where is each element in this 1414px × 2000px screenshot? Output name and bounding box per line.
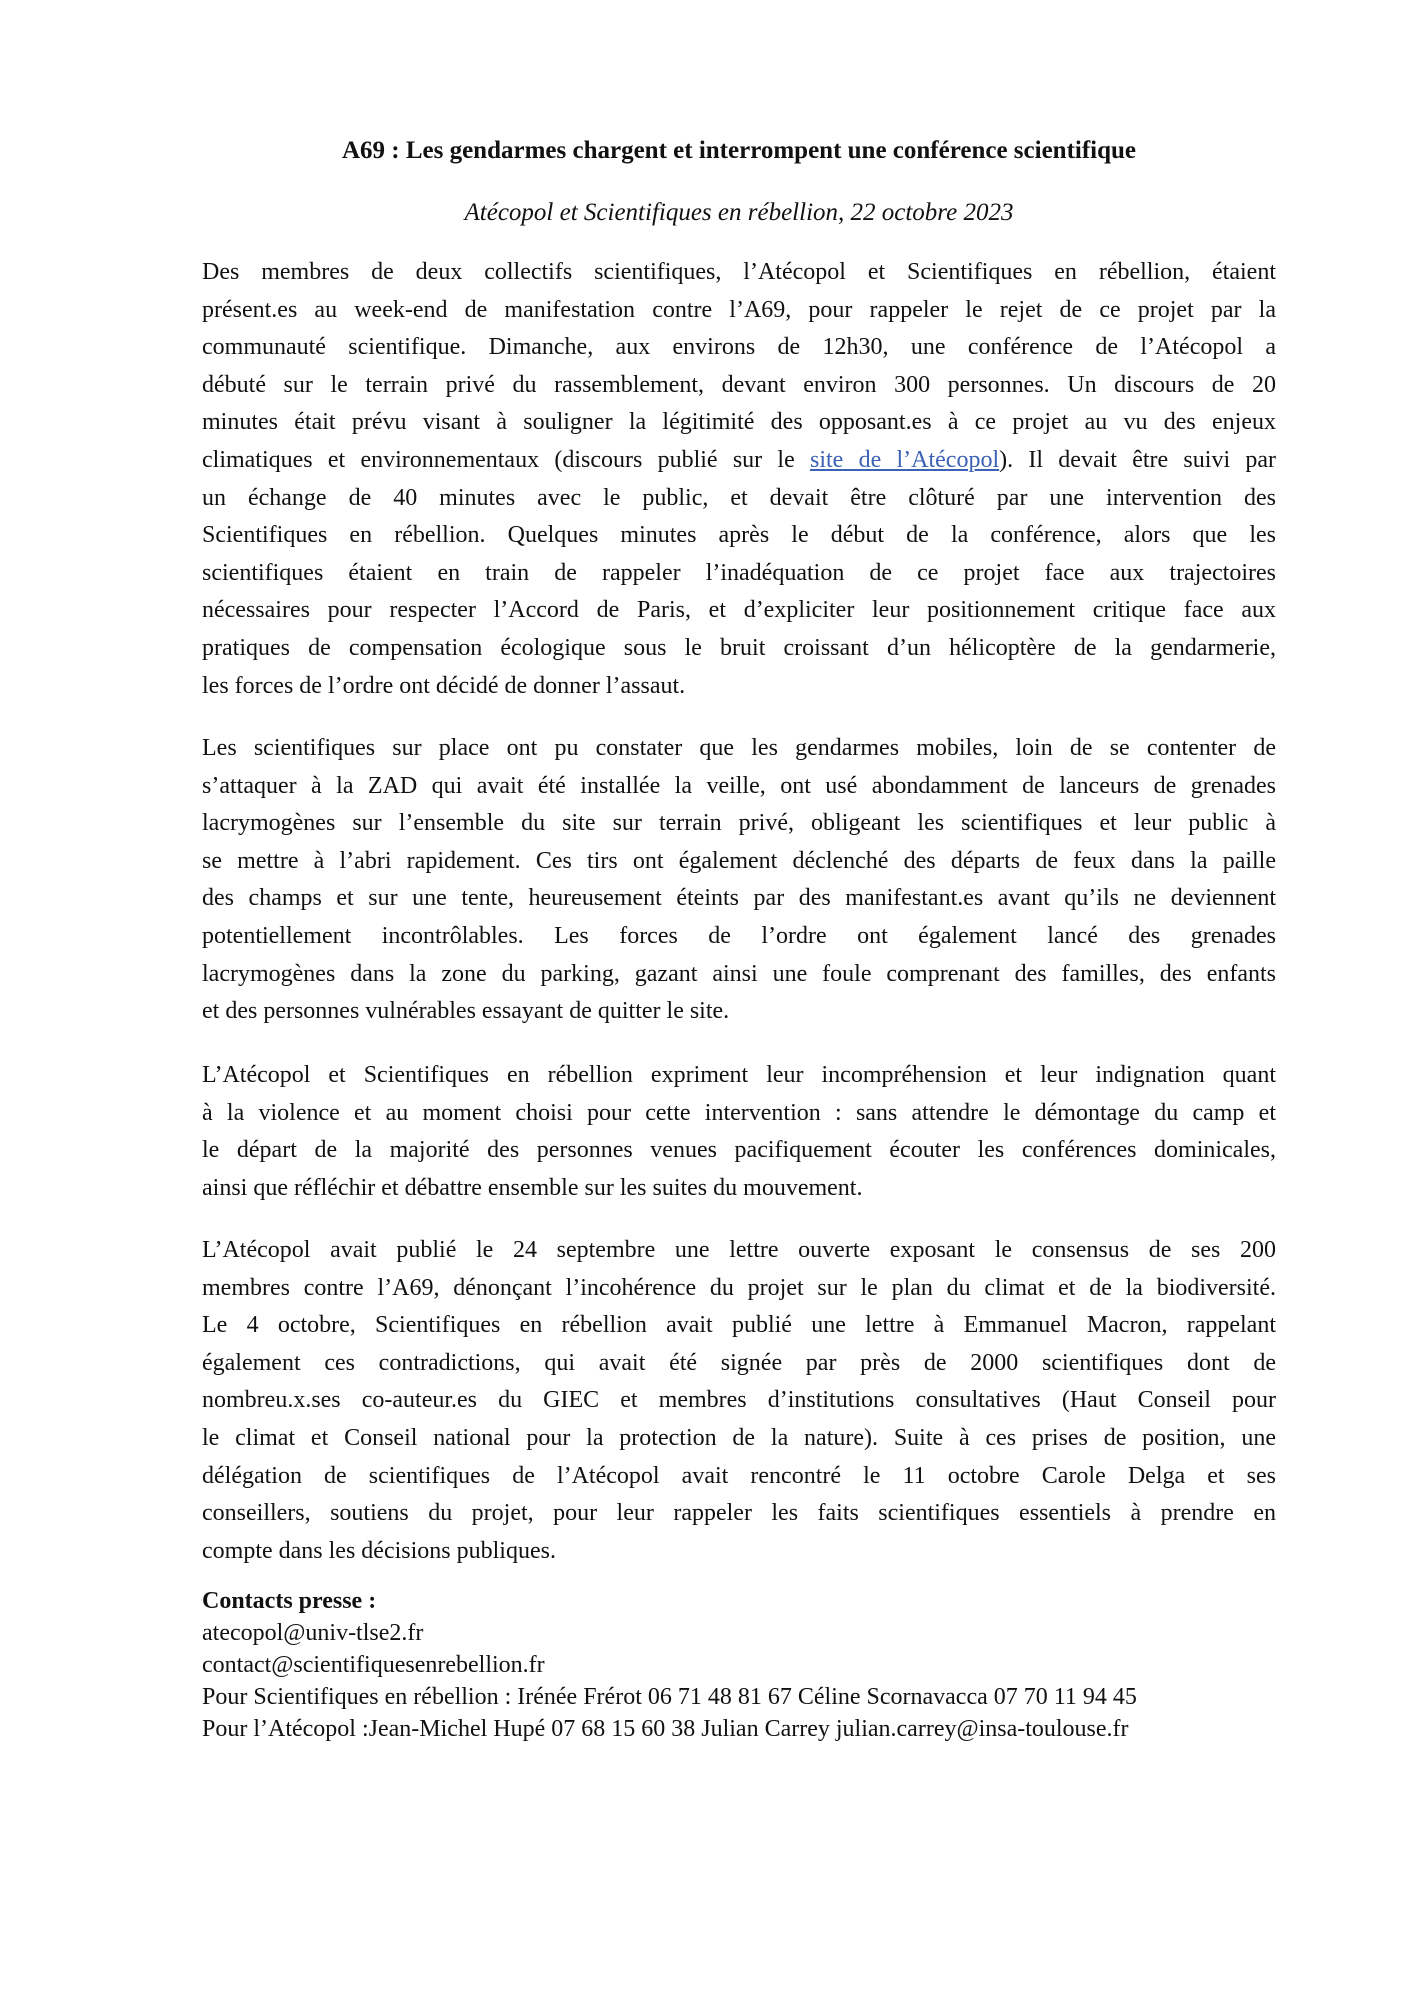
text-line: ainsi que réfléchir et débattre ensemble sur les suites du mouvement. — [202, 1174, 863, 1201]
contact-atecopol-people: Pour l’Atécopol :Jean-Michel Hupé 07 68 15 60 38 Julian Carrey julian.carrey@insa-toulouse.fr — [202, 1716, 1129, 1742]
text-line: Le 4 octobre, Scientifiques en rébellion avait publié une lettre à Emmanuel Macron, rappelant — [202, 1312, 1276, 1339]
text-line: L’Atécopol et Scientifiques en rébellion expriment leur incompréhension et leur indignation quant — [202, 1062, 1276, 1088]
text-line: à la violence et au moment choisi pour cette intervention : sans attendre le démontage du camp et — [202, 1099, 1276, 1126]
paragraph-4 — [202, 1232, 1276, 1570]
text-line: se mettre à l’abri rapidement. Ces tirs ont également déclenché des départs de feux dans la paille — [202, 847, 1276, 874]
atecopol-site-link[interactable]: site de l’Atécopol — [810, 446, 1000, 473]
contact-ser-people: Pour Scientifiques en rébellion : Irénée Frérot 06 71 48 81 67 Céline Scornavacca 07 70 11 94 45 — [202, 1684, 1137, 1710]
text-line: des champs et sur une tente, heureusement éteints par des manifestant.es avant qu’ils ne deviennent — [202, 885, 1276, 912]
contacts-heading: Contacts presse : — [202, 1588, 377, 1614]
text-line: nécessaires pour respecter l’Accord de Paris, et d’expliciter leur positionnement critique face aux — [202, 597, 1276, 624]
text-line: conseillers, soutiens du projet, pour leur rappeler les faits scientifiques essentiels à prendre en — [202, 1500, 1276, 1527]
contact-email-ser[interactable]: contact@scientifiquesenrebellion.fr — [202, 1652, 545, 1678]
contact-email-atecopol[interactable]: atecopol@univ-tlse2.fr — [202, 1620, 424, 1646]
text-line: s’attaquer à la ZAD qui avait été installée la veille, ont usé abondamment de lanceurs de grenades — [202, 772, 1276, 799]
text-line: pratiques de compensation écologique sous le bruit croissant d’un hélicoptère de la gendarmerie, — [202, 634, 1276, 661]
text-line: compte dans les décisions publiques. — [202, 1537, 556, 1564]
text-line: présent.es au week-end de manifestation contre l’A69, pour rappeler le rejet de ce projet par la — [202, 296, 1276, 323]
text-line: L’Atécopol avait publié le 24 septembre une lettre ouverte exposant le consensus de ses 200 — [202, 1237, 1276, 1263]
document-subtitle: Atécopol et Scientifiques en rébellion, 22 octobre 2023 — [464, 199, 1014, 226]
text-line: Des membres de deux collectifs scientifiques, l’Atécopol et Scientifiques en rébellion, étaient — [202, 259, 1276, 285]
text-line: également ces contradictions, qui avait été signée par près de 2000 scientifiques dont de — [202, 1349, 1276, 1376]
text-line: débuté sur le terrain privé du rassemblement, devant environ 300 personnes. Un discours de 20 — [202, 371, 1276, 398]
text-line: minutes était prévu visant à souligner la légitimité des opposant.es à ce projet au vu des enjeux — [202, 409, 1276, 436]
text-line: un échange de 40 minutes avec le public, et devait être clôturé par une intervention des — [202, 484, 1276, 511]
link-line-after: ). Il devait être suivi par — [999, 446, 1277, 473]
paragraph-1 — [202, 254, 1276, 705]
text-line: potentiellement incontrôlables. Les forces de l’ordre ont également lancé des grenades — [202, 922, 1276, 949]
text-line-with-link — [202, 442, 1276, 480]
text-line: délégation de scientifiques de l’Atécopol avait rencontré le 11 octobre Carole Delga et ses — [202, 1462, 1276, 1489]
text-line: lacrymogènes dans la zone du parking, gazant ainsi une foule comprenant des familles, des enfants — [202, 960, 1276, 987]
text-line: le départ de la majorité des personnes venues pacifiquement écouter les conférences dominicales, — [202, 1137, 1276, 1164]
text-line: membres contre l’A69, dénonçant l’incohérence du projet sur le plan du climat et de la biodiversité. — [202, 1274, 1276, 1301]
paragraph-2 — [202, 730, 1276, 1031]
text-line: scientifiques étaient en train de rappeler l’inadéquation de ce projet face aux trajectoires — [202, 559, 1276, 586]
text-line: communauté scientifique. Dimanche, aux environs de 12h30, une conférence de l’Atécopol a — [202, 334, 1276, 361]
press-contacts — [202, 1585, 1302, 1745]
text-line: Scientifiques en rébellion. Quelques minutes après le début de la conférence, alors que les — [202, 522, 1276, 549]
text-line: nombreu.x.ses co-auteur.es du GIEC et membres d’institutions consultatives (Haut Conseil pour — [202, 1387, 1276, 1414]
link-line-before: climatiques et environnementaux (discours publié sur le — [202, 446, 810, 473]
paragraph-3 — [202, 1057, 1276, 1207]
text-line: lacrymogènes sur l’ensemble du site sur terrain privé, obligeant les scientifiques et leur public à — [202, 810, 1276, 837]
text-line: les forces de l’ordre ont décidé de donner l’assaut. — [202, 672, 686, 699]
text-line: Les scientifiques sur place ont pu constater que les gendarmes mobiles, loin de se contenter de — [202, 735, 1276, 761]
text-line: et des personnes vulnérables essayant de quitter le site. — [202, 998, 730, 1025]
document-title: A69 : Les gendarmes chargent et interrompent une conférence scientifique — [341, 137, 1137, 164]
text-line: le climat et Conseil national pour la protection de la nature). Suite à ces prises de position, une — [202, 1424, 1276, 1451]
